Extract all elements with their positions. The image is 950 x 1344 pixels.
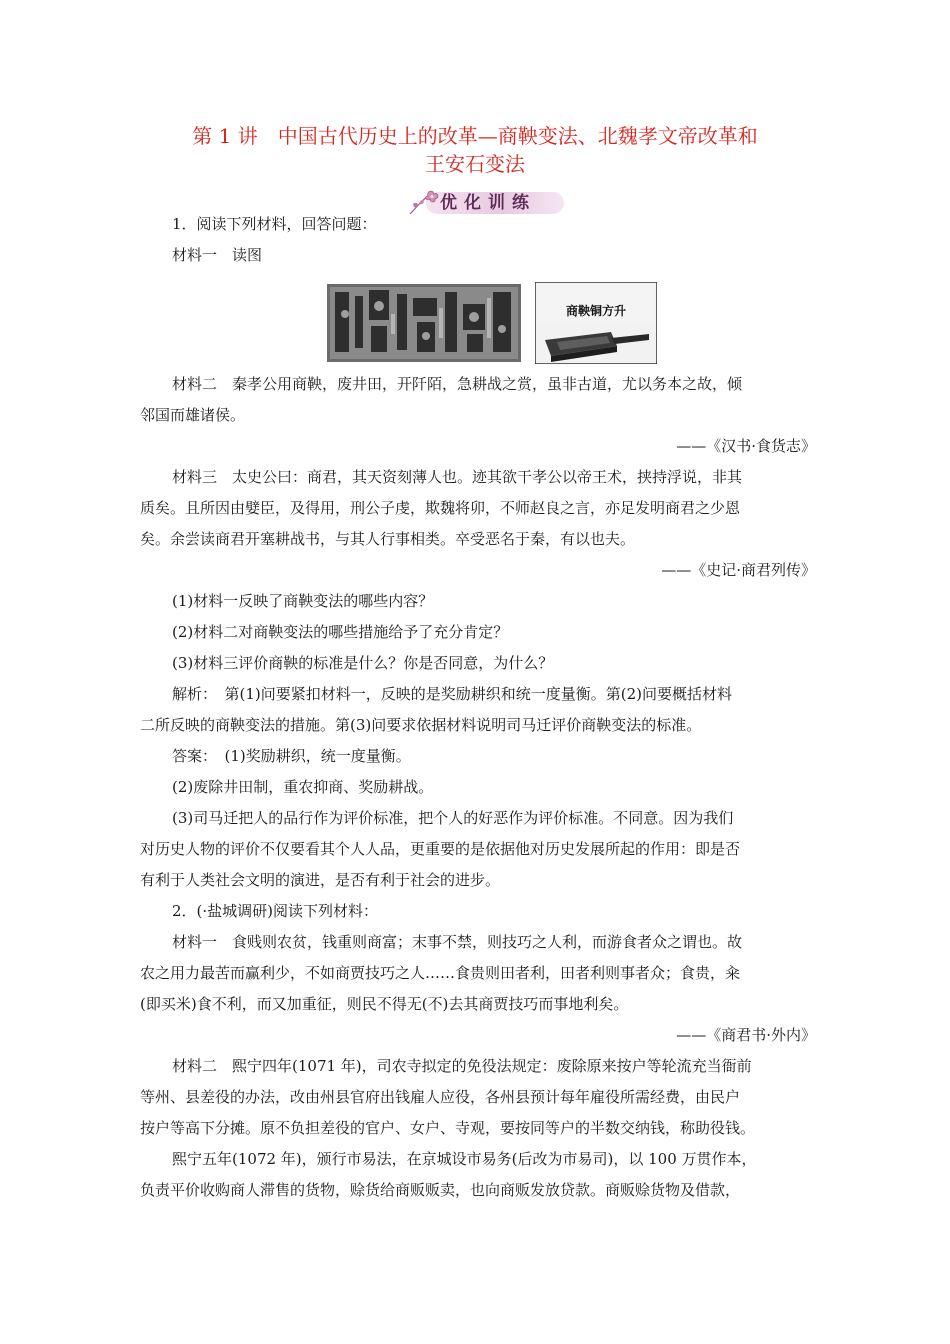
bronze-measure-photo [535,282,657,364]
q2-material2-cont2: 按户等高下分摊。原不负担差役的官户、女户、寺观，要按同等户的半数交纳钱，称助役钱。 [140,1119,756,1137]
q2-material2: 材料二 熙宁四年(1071 年)，司农寺拟定的免役法规定：废除原来按户等轮流充当衙前 [172,1057,752,1075]
q1-answer-1: 答案： (1)奖励耕织，统一度量衡。 [172,747,411,765]
lesson-title-line2: 王安石变法 [425,152,525,176]
q2-material1: 材料一 食贱则农贫，钱重则商富；末事不禁，则技巧之人利，而游食者众之谓也。故 [172,933,743,951]
q2-material2-cont1: 等州、县差役的办法，改由州县官府出钱雇人应役，各州县预计每年雇役所需经费，由民户 [140,1088,741,1106]
q1-subquestion-1: (1)材料一反映了商鞅变法的哪些内容？ [172,592,434,610]
q2-material1-cont1: 农之用力最苦而赢利少，不如商贾技巧之人……食贵则田者利，田者利则事者众；食贵，籴 [140,964,741,982]
q1-material3-source: ——《史记·商君列传》 [661,561,816,579]
image-caption: 商鞅铜方升 [565,304,626,318]
q1-analysis-cont: 二所反映的商鞅变法的措施。第(3)问要求依据材料说明司马迁评价商鞅变法的标准。 [140,716,702,734]
q1-material3-cont1: 质矣。且所因由嬖臣，及得用，刑公子虔，欺魏将卯，不师赵良之言，亦足发明商君之少恩 [140,499,741,517]
badge-text: 优化训练 [440,193,536,213]
q1-material2-source: ——《汉书·食货志》 [676,437,816,455]
q1-material3-cont2: 矣。余尝读商君开塞耕战书，与其人行事相类。卒受恶名于秦，有以也夫。 [140,530,636,548]
q1-answer-2: (2)废除井田制，重农抑商、奖励耕战。 [172,778,434,796]
q1-intro: 1．阅读下列材料，回答问题： [172,215,377,233]
q1-answer-3-cont2: 有利于人类社会文明的演进，是否有利于社会的进步。 [140,871,501,889]
q1-subquestion-2: (2)材料二对商鞅变法的哪些措施给予了充分肯定？ [172,623,509,641]
q2-intro: 2．(·盐城调研)阅读下列材料： [172,902,379,920]
q2-material1-source: ——《商君书·外内》 [676,1026,816,1044]
q2-material1-cont2: (即买米)食不利，而又加重征，则民不得无(不)去其商贾技巧而事地利矣。 [140,995,629,1013]
q1-material1-label: 材料一 读图 [172,246,263,264]
bronze-measure-image [535,282,657,364]
q1-material2: 材料二 秦孝公用商鞅，废井田，开阡陌，急耕战之赏，虽非古道，尤以务本之故，倾 [172,375,743,393]
q1-answer-3: (3)司马迁把人的品行作为评价标准，把个人的好恶作为评价标准。不同意。因为我们 [172,809,734,827]
lesson-title: 第 1 讲 中国古代历史上的改革—商鞅变法、北魏孝文帝改革和 [192,124,758,148]
q1-answer-3-cont1: 对历史人物的评价不仅要看其个人人品，更重要的是依据他对历史发展所起的作用：即是否 [140,840,741,858]
q1-subquestion-3: (3)材料三评价商鞅的标准是什么？你是否同意，为什么？ [172,654,554,672]
q2-material2-para2: 熙宁五年(1072 年)，颁行市易法，在京城设市易务(后改为市易司)，以 100 万贯作本， [172,1150,757,1168]
rubbing-image [327,284,521,362]
q1-material3: 材料三 太史公曰：商君，其天资刻薄人也。迹其欲干孝公以帝王术，挟持浮说，非其 [172,468,743,486]
q2-material2-para2-cont: 负责平价收购商人滞售的货物，赊货给商贩贩卖，也向商贩发放贷款。商贩赊货物及借款， [140,1181,741,1199]
q1-analysis: 解析： 第(1)问要紧扣材料一，反映的是奖励耕织和统一度量衡。第(2)问要概括材料 [172,685,732,703]
q1-material2-cont: 邻国而雄诸侯。 [140,406,246,424]
